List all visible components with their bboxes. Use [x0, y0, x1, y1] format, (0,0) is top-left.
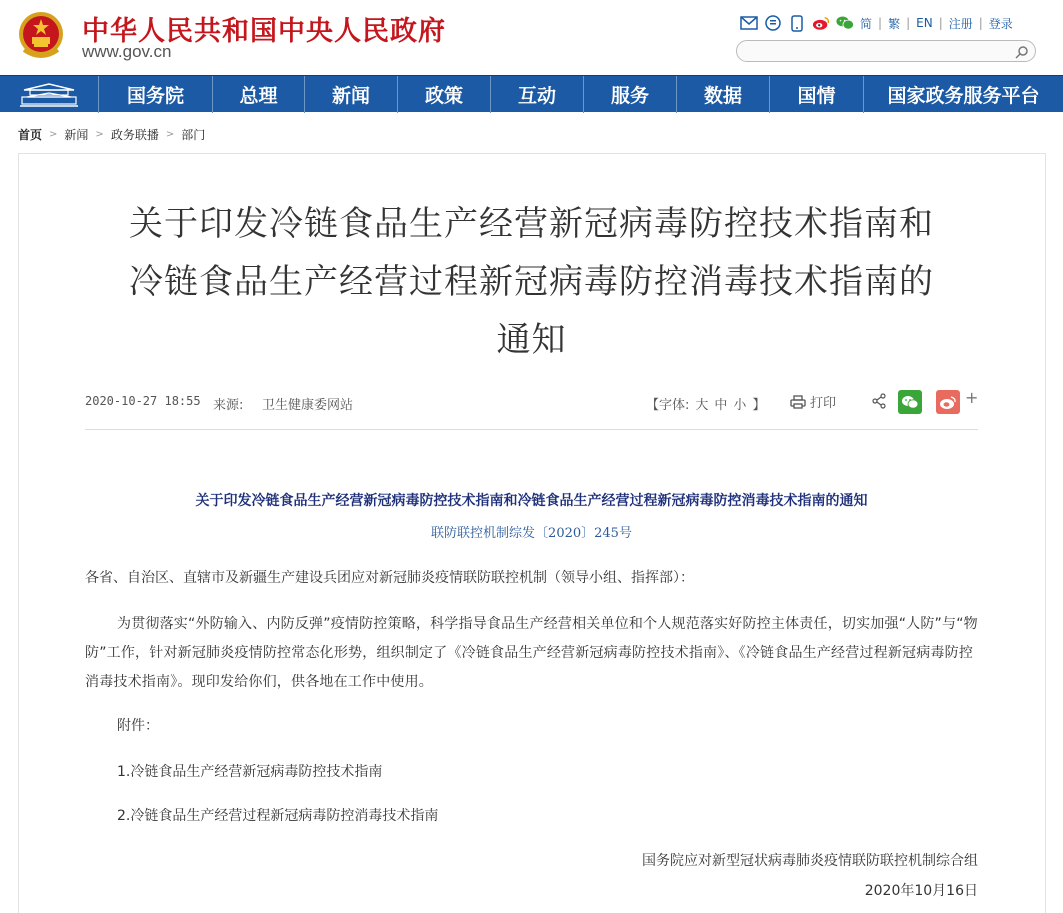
lang-simplified[interactable]: 简	[860, 16, 873, 31]
national-emblem-icon[interactable]	[16, 10, 66, 62]
weibo-share-icon[interactable]	[936, 390, 960, 414]
sign-date: 2020年10月16日	[864, 883, 978, 899]
attachment-item[interactable]: 1.冷链食品生产经营新冠病毒防控技术指南	[117, 764, 383, 780]
document-title: 关于印发冷链食品生产经营新冠病毒防控技术指南和冷链食品生产经营过程新冠病毒防控消毒技术指南的通知	[195, 493, 868, 509]
nav-guoqing[interactable]: 国情	[769, 76, 863, 113]
lang-traditional[interactable]: 繁	[888, 16, 901, 31]
headline-line-2: 冷链食品生产经营过程新冠病毒防控消毒技术指南的	[129, 262, 934, 302]
font-size-control	[646, 394, 765, 413]
nav-guowuyuan[interactable]: 国务院	[98, 76, 212, 113]
separator: |	[878, 16, 883, 30]
headline-line-1: 关于印发冷链食品生产经营新冠病毒防控技术指南和	[129, 204, 934, 244]
register-link[interactable]: 注册	[948, 16, 973, 31]
print-button[interactable]	[790, 392, 836, 411]
nav-hudong[interactable]: 互动	[490, 76, 583, 113]
meta-divider	[85, 429, 978, 430]
login-link[interactable]: 登录	[988, 16, 1013, 31]
breadcrumb-separator: >	[95, 128, 104, 140]
mobile-icon[interactable]	[788, 14, 806, 32]
site-title[interactable]: 中华人民共和国中央人民政府	[82, 16, 446, 47]
document-number: 联防联控机制综发〔2020〕245号	[431, 526, 632, 541]
site-header	[0, 0, 1063, 75]
source-name: 卫生健康委网站	[262, 398, 354, 413]
font-small[interactable]: 小	[733, 398, 747, 413]
font-label: 【字体:	[646, 398, 690, 413]
site-url[interactable]: www.gov.cn	[82, 42, 172, 61]
breadcrumb-separator: >	[165, 128, 175, 140]
tiananmen-home-icon[interactable]	[0, 76, 98, 113]
source-label: 来源:	[213, 398, 244, 413]
attachment-label: 附件：	[117, 718, 159, 734]
signer: 国务院应对新型冠状病毒肺炎疫情联防联控机制综合组	[642, 853, 978, 869]
separator: |	[978, 16, 983, 30]
search-icon[interactable]	[1015, 44, 1029, 58]
nav-zhengwu-platform[interactable]: 国家政务服务平台	[863, 76, 1063, 113]
font-large[interactable]: 大	[695, 398, 709, 413]
breadcrumb-department[interactable]: 部门	[181, 127, 206, 142]
font-close: 】	[752, 398, 766, 413]
nav-fuwu[interactable]: 服务	[583, 76, 676, 113]
breadcrumb-separator: >	[49, 128, 58, 140]
nav-zhengce[interactable]: 政策	[397, 76, 490, 113]
nav-shuju[interactable]: 数据	[676, 76, 769, 113]
separator: |	[938, 16, 943, 30]
wechat-icon[interactable]	[836, 14, 854, 32]
lang-english[interactable]: EN	[916, 16, 933, 30]
headline-line-3: 通知	[496, 320, 567, 360]
breadcrumb-home[interactable]: 首页	[18, 127, 43, 142]
printer-icon	[790, 395, 806, 409]
top-links	[740, 12, 1013, 34]
separator: |	[906, 16, 911, 30]
breadcrumb-news[interactable]: 新闻	[64, 127, 89, 142]
nav-zongli[interactable]: 总理	[212, 76, 304, 113]
article-meta	[85, 390, 978, 414]
attachment-item[interactable]: 2.冷链食品生产经营过程新冠病毒防控消毒技术指南	[117, 808, 439, 824]
main-nav	[0, 75, 1063, 112]
weibo-icon[interactable]	[812, 14, 830, 32]
nav-xinwen[interactable]: 新闻	[304, 76, 397, 113]
print-label: 打印	[810, 396, 837, 411]
breadcrumb	[18, 125, 205, 143]
salutation: 各省、自治区、直辖市及新疆生产建设兵团应对新冠肺炎疫情联防联控机制（领导小组、指挥部）：	[85, 570, 694, 586]
wechat-share-icon[interactable]	[898, 390, 922, 414]
article-headline	[60, 195, 1003, 369]
body-paragraph: 为贯彻落实“外防输入、内防反弹”疫情防控策略，科学指导食品生产经营相关单位和个人规范落实好防控主体责任，切实加强“人防”与“物防”工作，针对新冠肺炎疫情防控常态化形势，组织制定了《冷链食品生产经营新冠病毒防控技术指南》、《冷链食品生产经营过程新冠病毒防控消毒技术指南》。现印发给你们，供各地在工作中使用。	[85, 616, 978, 690]
search-input[interactable]	[747, 43, 1007, 59]
mail-icon[interactable]	[740, 14, 758, 32]
publish-date: 2020-10-27 18:55	[85, 394, 201, 408]
rss-icon[interactable]	[764, 14, 782, 32]
share-icon[interactable]	[871, 393, 887, 413]
font-medium[interactable]: 中	[714, 398, 728, 413]
breadcrumb-zhengwu[interactable]: 政务联播	[110, 127, 159, 142]
more-share-icon[interactable]: +	[965, 388, 979, 407]
search-box	[736, 40, 1036, 62]
